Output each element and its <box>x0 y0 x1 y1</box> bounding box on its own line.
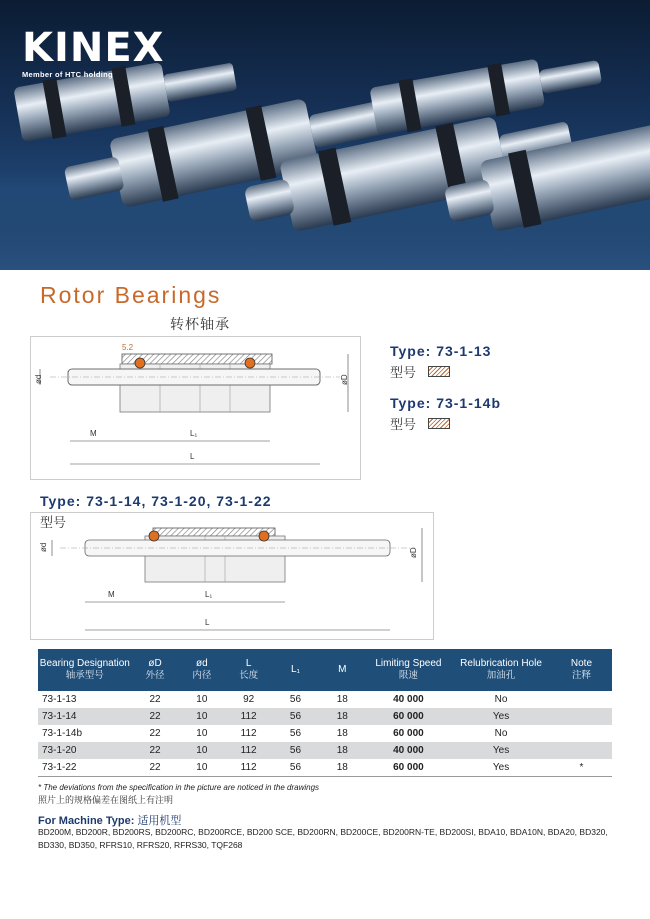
table-row <box>38 725 612 742</box>
table-row <box>38 691 612 708</box>
cell-speed: 60 000 <box>366 708 451 725</box>
cell-length: 112 <box>225 742 272 759</box>
type-block-73-1-13 <box>390 343 491 381</box>
cell-speed: 60 000 <box>393 728 424 739</box>
logo-wordmark: KINEX <box>22 25 165 71</box>
cell-outer-diameter: 22 <box>132 759 179 776</box>
cell-l1: 56 <box>289 728 302 739</box>
type-block-73-1-14b <box>390 395 501 433</box>
logo-tagline: Member of HTC holding <box>22 70 113 79</box>
cell-outer-diameter: 22 <box>149 728 161 739</box>
type-cn-text: 型号 <box>390 417 417 432</box>
cell-note <box>551 708 612 725</box>
bearing-drawing-73-1-14 <box>30 512 436 642</box>
type-cn-2 <box>390 414 501 433</box>
footnote-en: * The deviations from the specification in the picture are noticed in the drawings <box>38 783 320 792</box>
dim-L-label-2: L <box>205 618 210 627</box>
machine-type-label: For Machine Type: <box>38 815 135 827</box>
cell-speed: 60 000 <box>366 759 451 776</box>
type-label-73-1-14b: Type: 73-1-14b <box>390 395 501 411</box>
col-note: Note 注释 <box>551 649 612 691</box>
cell-note <box>551 691 612 708</box>
type-cn-1 <box>390 362 491 381</box>
cell-l1: 56 <box>272 708 319 725</box>
type-label-multi: Type: 73-1-14, 73-1-20, 73-1-22 <box>40 493 272 509</box>
spec-table <box>38 649 612 777</box>
col-length: L 长度 <box>225 649 272 691</box>
cell-inner-diameter: 10 <box>196 694 208 705</box>
cell-inner-diameter: 10 <box>178 742 225 759</box>
cell-length: 112 <box>225 708 272 725</box>
cell-outer-diameter: 22 <box>132 742 179 759</box>
col-relubrication: Relubrication Hole 加油孔 <box>451 649 551 691</box>
col-m: M <box>319 649 366 691</box>
cell-speed: 40 000 <box>393 694 424 705</box>
seal-legend-icon <box>428 366 450 377</box>
cell-m: 18 <box>336 694 348 705</box>
footnote-cn: 照片上的规格偏差在图纸上有注明 <box>38 795 174 805</box>
cell-relubrication: No <box>494 694 508 705</box>
dim-M-label: M <box>90 429 97 438</box>
cell-note <box>551 742 612 759</box>
cell-note: * <box>551 759 612 776</box>
cell-inner-diameter: 10 <box>178 708 225 725</box>
col-limiting-speed: Limiting Speed 限速 <box>366 649 451 691</box>
cell-length: 112 <box>240 728 257 739</box>
cell-length: 92 <box>243 694 255 705</box>
col-l1: L₁ <box>272 649 319 691</box>
table-header-row <box>38 649 612 691</box>
dim-M-label-2: M <box>108 590 115 599</box>
page-title: Rotor Bearings <box>40 282 222 308</box>
col-inner-diameter: ød 内径 <box>178 649 225 691</box>
cell-relubrication: No <box>494 728 508 739</box>
page-title-cn: 转杯轴承 <box>170 316 230 332</box>
cell-m: 18 <box>336 728 348 739</box>
dim-d-label-2: ød <box>39 542 48 552</box>
col-designation: Bearing Designation 轴承型号 <box>38 649 132 691</box>
dim-L1-label-2: L₁ <box>205 590 213 599</box>
table-row <box>38 759 612 776</box>
cell-length: 112 <box>225 759 272 776</box>
type-label-73-1-13: Type: 73-1-13 <box>390 343 492 359</box>
cell-relubrication: Yes <box>451 708 551 725</box>
cell-speed: 40 000 <box>366 742 451 759</box>
machine-type-label-cn: 适用机型 <box>137 815 182 827</box>
col-outer-diameter: øD 外径 <box>132 649 179 691</box>
cell-l1: 56 <box>272 742 319 759</box>
bearing-drawing-73-1-13 <box>30 336 365 482</box>
machine-type-list: BD200M, BD200R, BD200RS, BD200RC, BD200RCE, BD200 SCE, BD200RN, BD200CE, BD200RN-TE, BD200SI, BDA10, BDA10N, BDA20, BD320, BD330, BD350, RFRS10, RFRS20, RFRS30, TQF268 <box>38 827 608 850</box>
kinex-logo <box>22 25 165 79</box>
cell-designation: 73-1-20 <box>38 742 132 759</box>
cell-relubrication: Yes <box>451 759 551 776</box>
hero-banner <box>0 0 650 270</box>
cell-outer-diameter: 22 <box>132 708 179 725</box>
cell-designation: 73-1-14b <box>42 728 83 739</box>
dim-D-label: øD <box>340 374 349 385</box>
cell-outer-diameter: 22 <box>149 694 161 705</box>
cell-relubrication: Yes <box>451 742 551 759</box>
dim-D-label-2: øD <box>409 547 418 558</box>
cell-l1: 56 <box>272 759 319 776</box>
cell-m: 18 <box>319 742 366 759</box>
cell-designation: 73-1-22 <box>38 759 132 776</box>
cell-designation: 73-1-13 <box>42 694 77 705</box>
table-row <box>38 708 612 725</box>
cell-inner-diameter: 10 <box>178 759 225 776</box>
dim-L-label: L <box>190 452 195 461</box>
table-row <box>38 742 612 759</box>
cell-designation: 73-1-14 <box>38 708 132 725</box>
type-cn-text: 型号 <box>390 365 417 380</box>
svg-text:5.2: 5.2 <box>122 343 134 352</box>
cell-m: 18 <box>319 708 366 725</box>
cell-note <box>551 725 612 742</box>
type-cn-3: 型号 <box>40 515 67 530</box>
dim-d-label: ød <box>34 374 43 384</box>
cell-m: 18 <box>319 759 366 776</box>
seal-legend-icon <box>428 418 450 429</box>
cell-l1: 56 <box>289 694 302 705</box>
cell-inner-diameter: 10 <box>196 728 208 739</box>
dim-L1-label: L₁ <box>190 429 198 438</box>
